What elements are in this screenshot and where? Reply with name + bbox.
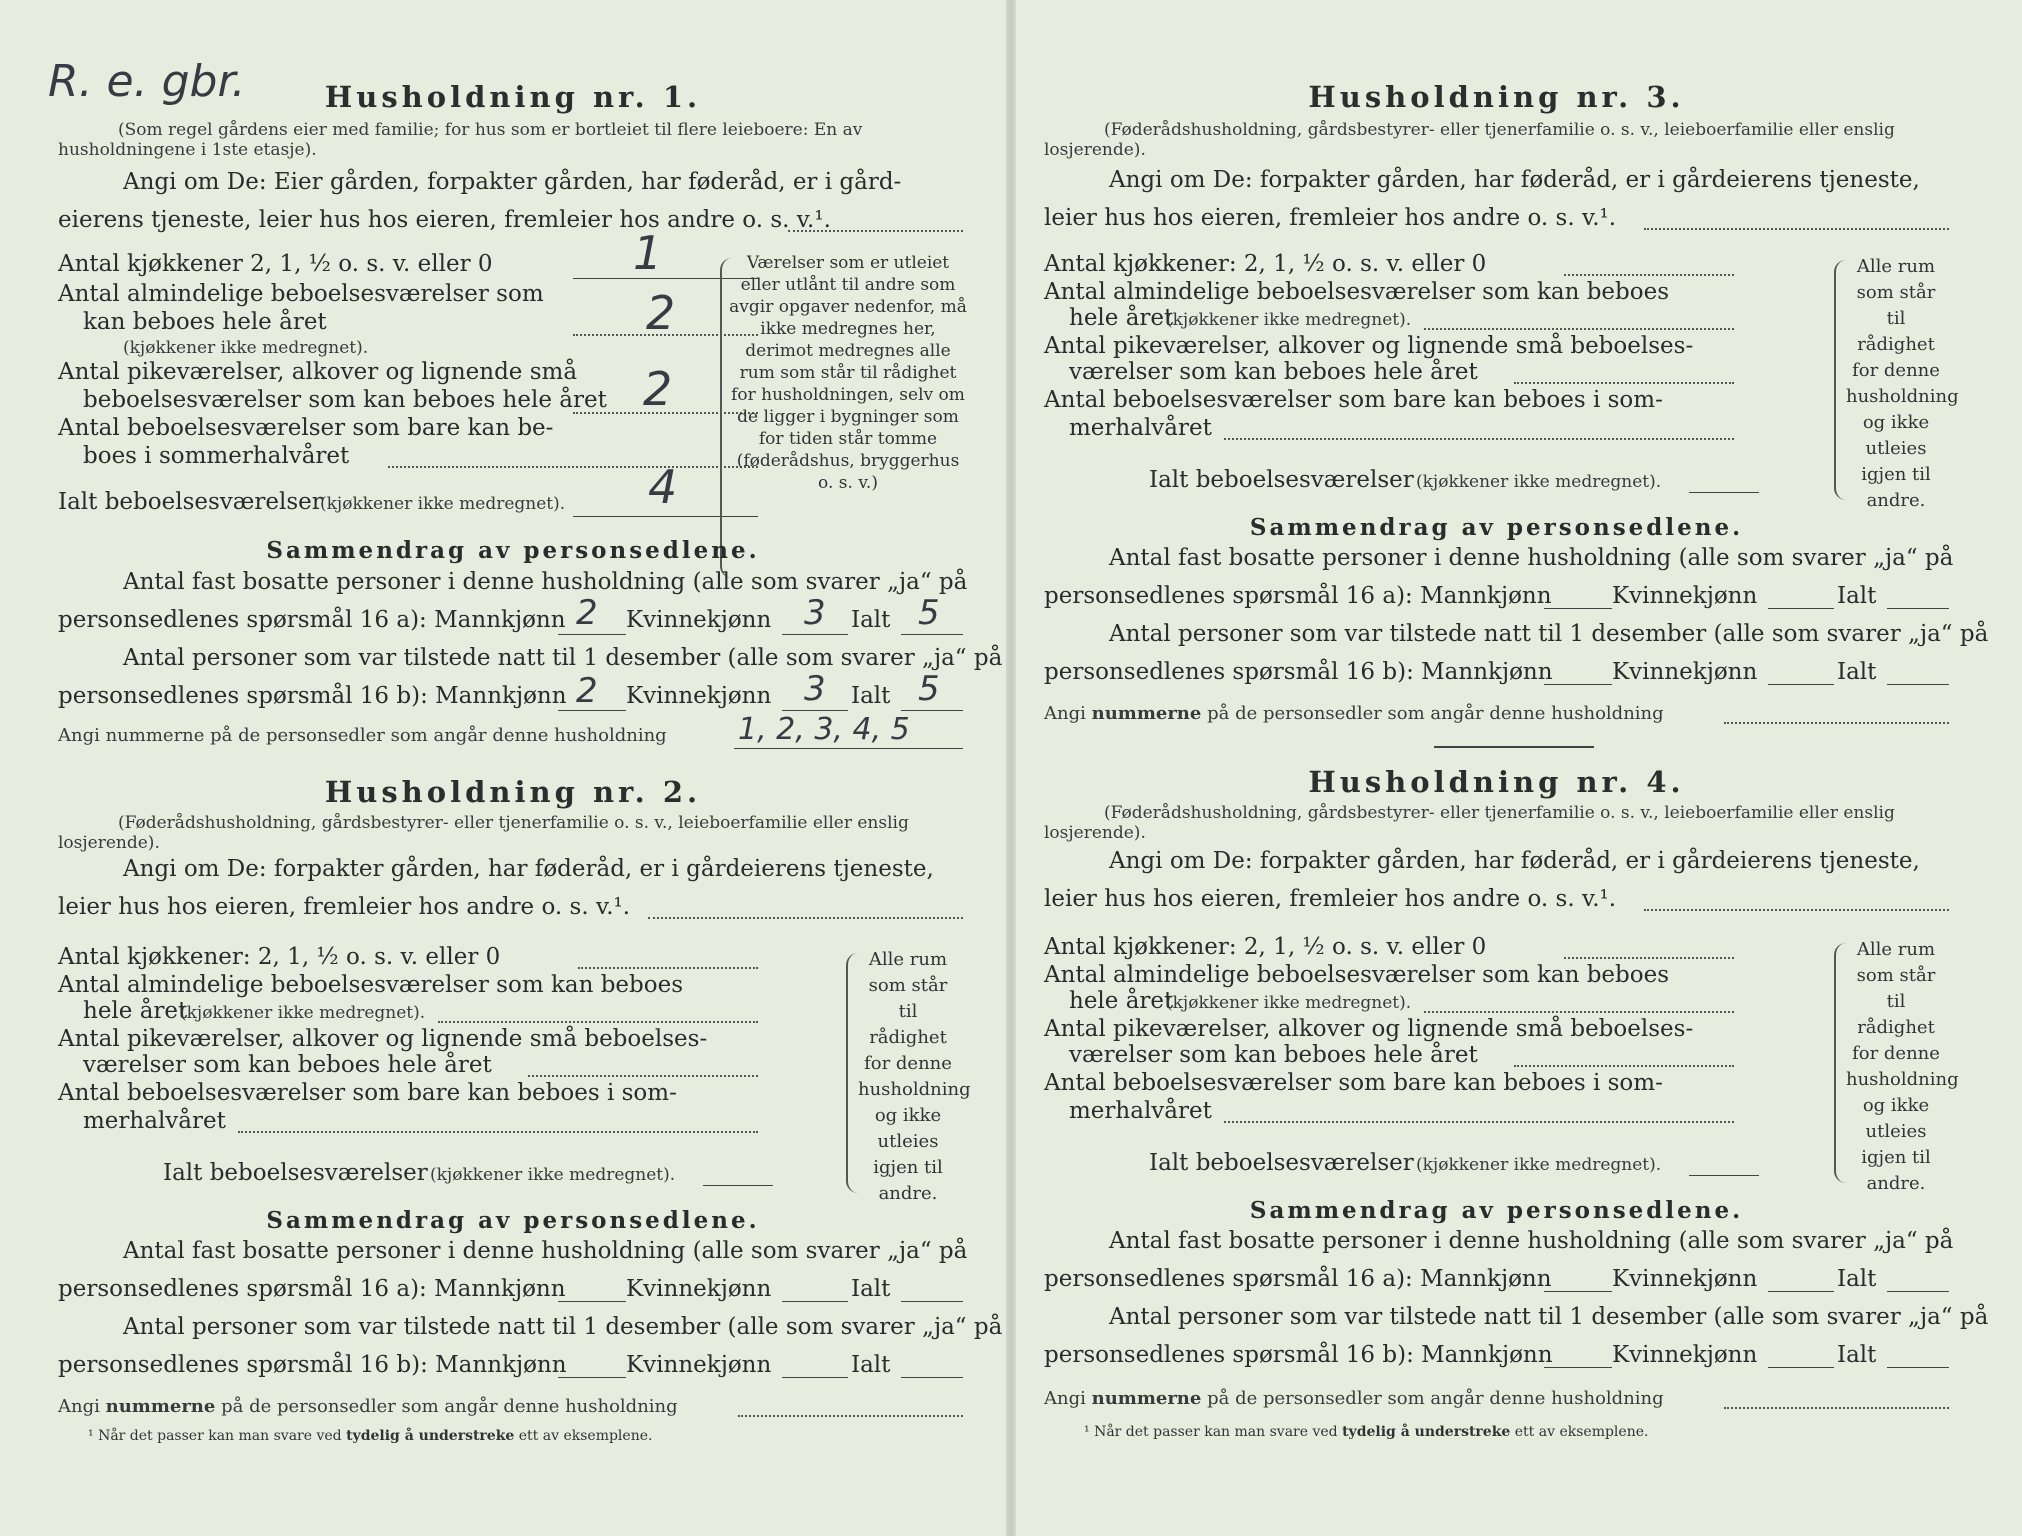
rooms3b-label: boes i sommerhalvåret	[83, 443, 350, 469]
brace-note: Værelser som er utleiet eller utlånt til andre som avgir opgaver nedenfor, må ikke medregnes her, derimot medregnes alle rum som står til rådighet for husholdningen, selv om de ligger i bygninger som for tiden står tomme (føderådshus, bryggerhus o. s. v.)	[729, 253, 967, 493]
page-fold	[1006, 0, 1016, 1536]
right-page: Husholdning nr. 3. (Føderådshusholdning, gårdsbestyrer- eller tjenerfamilie o. s. v., leieboerfamilie eller enslig losjerende). Angi om De: forpakter gården, har føderåd, er i gårdeierens tjeneste, leier hus hos eieren, fremleier hos andre o. s. v.¹. Antal kjøkkener: 2, 1, ½ o. s. v. eller 0 Antal almindelige beboelsesværelser som kan beboes hele året (kjøkkener ikke medregnet). Antal pikeværelser, alkover og lignende små beboelses- værelser som kan beboes hele året Antal beboelsesværelser som bare kan beboes i som- merhalvåret Ialt beboelsesværelser (kjøkkener ikke medregnet). Alle rum som står til rådighet for denne husholdning og ikke utleies igjen til andre. Sammendrag av personsedlene. Antal fast bosatte personer i denne husholdning (alle som svarer „ja“ på personsedlenes spørsmål 16 a): Mannkjønn Kvinnekjønn Ialt Antal personer som var tilstede natt til 1 desember (alle som svarer „ja“ på personsedlenes spørsmål 16 b): Mannkjønn Kvinnekjønn Ialt Angi nummerne på de personsedler som angår denne husholdning Husholdning nr. 4. (Føderådshusholdning, gårdsbestyrer- eller tjenerfamilie o. s. v., leieboerfamilie eller enslig losjerende). Angi om De: forpakter gården, har føderåd, er i gårdeierens tjeneste, leier hus hos eieren, fremleier hos andre o. s. v.¹. Antal kjøkkener: 2, 1, ½ o. s. v. eller 0 Antal almindelige beboelsesværelser som kan beboes hele året (kjøkkener ikke medregnet). Antal pikeværelser, alkover og lignende små beboelses- værelser som kan beboes hele året Antal beboelsesværelser som bare kan beboes i som- merhalvåret Ialt beboelsesværelser (kjøkkener ikke medregnet). Alle rum som står til rådighet for denne husholdning og ikke utleies igjen til andre. Sammendrag av personsedlene. Antal fast bosatte personer i denne husholdning (alle som svarer „ja“ på personsedlenes spørsmål 16 a): Mannkjønn Kvinnekjønn Ialt Antal personer som var tilstede natt til 1 desember (alle som svarer „ja“ på personsedlenes spørsmål 16 b): Mannkjønn Kvinnekjønn Ialt Angi nummerne på de personsedler som angår denne husholdning ¹ Når det passer kan man svare ved tydelig å understreke ett av eksemplene.	[1044, 80, 1989, 1440]
s2-male-value: 2	[576, 671, 598, 711]
total-label: Ialt beboelsesværelser	[58, 489, 323, 515]
rooms1-label: Antal almindelige beboelsesværelser som	[58, 281, 544, 307]
left-page: R. e. gbr. Husholdning nr. 1. (Som regel gårdens eier med familie; for hus som er bortleiet til flere leieboere: En av husholdningene i 1ste etasje). Angi om De: Eier gården, forpakter gården, har føderåd, er i gård- eierens tjeneste, leier hus hos eieren, fremleier hos andre o. s. v.¹. Antal kjøkkener 2, 1, ½ o. s. v. eller 0 1 Antal almindelige beboelsesværelser som kan beboes hele året (kjøkkener ikke medregnet). 2 Antal pikeværelser, alkover og lignende små beboelsesværelser som kan beboes hele året 2 Antal beboelsesværelser som bare kan be- boes i sommerhalvåret Ialt beboelsesværelser (kjøkkener ikke medregnet). 4 Værelser som er utleiet eller utlånt til andre som avgir opgaver nedenfor, må ikke medregnes her, derimot medregnes alle rum som står til rådighet for husholdningen, selv om de ligger i bygninger som for tiden står tomme (føderådshus, bryggerhus o. s. v.) Sammendrag av personsedlene. Antal fast bosatte personer i denne husholdning (alle som svarer „ja“ på personsedlenes spørsmål 16 a): Mannkjønn Kvinnekjønn Ialt 2 3 5 Antal personer som var tilstede natt til 1 desember (alle som svarer „ja“ på personsedlenes spørsmål 16 b): Mannkjønn Kvinnekjønn Ialt 2 3 5 Angi nummerne på de personsedler som angår denne husholdning 1, 2, 3, 4, 5 Husholdning nr. 2. (Føderådshusholdning, gårdsbestyrer- eller tjenerfamilie o. s. v., leieboerfamilie eller enslig losjerende). Angi om De: forpakter gården, har føderåd, er i gårdeierens tjeneste, leier hus hos eieren, fremleier hos andre o. s. v.¹. Antal kjøkkener: 2, 1, ½ o. s. v. eller 0 Antal almindelige beboelsesværelser som kan beboes hele året (kjøkkener ikke medregnet). Antal pikeværelser, alkover og lignende små beboelses- værelser som kan beboes hele året Antal beboelsesværelser som bare kan beboes i som- merhalvåret Ialt beboelsesværelser (kjøkkener ikke medregnet). Alle rum som står til rådighet for denne husholdning og ikke utleies igjen til andre. Sammendrag av personsedlene. Antal fast bosatte personer i denne husholdning (alle som svarer „ja“ på personsedlenes spørsmål 16 a): Mannkjønn Kvinnekjønn Ialt Antal personer som var tilstede natt til 1 desember (alle som svarer „ja“ på personsedlenes spørsmål 16 b): Mannkjønn Kvinnekjønn Ialt Angi nummerne på de personsedler som angår denne husholdning ¹ Når det passer kan man svare ved tydelig å understreke ett av eksemplene.	[48, 56, 1003, 1444]
summary-line-2b: personsedlenes spørsmål 16 b): Mannkjønn	[58, 683, 567, 709]
rooms2b-label: beboelsesværelser som kan beboes hele året	[83, 387, 607, 413]
kitchens-value: 1	[633, 226, 663, 280]
numbers-value: 1, 2, 3, 4, 5	[738, 712, 910, 747]
household-title: Husholdning nr. 4.	[1308, 765, 1685, 799]
rooms2-value: 2	[643, 362, 673, 416]
rooms2-label: Antal pikeværelser, alkover og lignende små	[58, 359, 578, 385]
s1-male-value: 2	[576, 593, 598, 633]
angi-line-2: eierens tjeneste, leier hus hos eieren, fremleier hos andre o. s. v.¹.	[58, 207, 831, 233]
s1-total-value: 5	[918, 593, 940, 633]
summary-line-2: Antal personer som var tilstede natt til 1 desember (alle som svarer „ja“ på	[123, 645, 1003, 671]
rooms3-label: Antal beboelsesværelser som bare kan be-	[58, 415, 554, 441]
rooms1b-label: kan beboes hele året	[83, 309, 327, 335]
angi-line-1: Angi om De: Eier gården, forpakter gården, har føderåd, er i gård-	[123, 169, 902, 195]
rooms1c-label: (kjøkkener ikke medregnet).	[123, 338, 369, 358]
footnote-right: ¹ Når det passer kan man svare ved tydelig å understreke ett av eksemplene.	[1084, 1424, 1649, 1440]
s2-female-value: 3	[804, 669, 826, 709]
kitchens-label: Antal kjøkkener 2, 1, ½ o. s. v. eller 0	[58, 251, 493, 277]
total-note: (kjøkkener ikke medregnet).	[320, 494, 566, 514]
corner-note: R. e. gbr.	[48, 56, 246, 107]
summary-title: Sammendrag av personsedlene.	[266, 537, 760, 564]
s1-female-value: 3	[804, 593, 826, 633]
numbers-label: Angi nummerne på de personsedler som angår denne husholdning	[58, 725, 667, 746]
rooms1-value: 2	[646, 286, 676, 340]
summary-line-1: Antal fast bosatte personer i denne husholdning (alle som svarer „ja“ på	[123, 569, 968, 595]
separator	[1434, 746, 1594, 748]
total-value: 4	[648, 460, 678, 514]
household-title: Husholdning nr. 3.	[1308, 80, 1685, 114]
footnote-left: ¹ Når det passer kan man svare ved tydelig å understreke ett av eksemplene.	[88, 1428, 653, 1444]
household-title: Husholdning nr. 1.	[324, 80, 702, 114]
s2-total-value: 5	[918, 669, 940, 709]
household-note: (Som regel gårdens eier med familie; for hus som er bortleiet til flere leieboere: En av husholdningene i 1ste etasje).	[58, 120, 863, 160]
household-title: Husholdning nr. 2.	[324, 775, 702, 809]
summary-line-1b: personsedlenes spørsmål 16 a): Mannkjønn	[58, 607, 566, 633]
